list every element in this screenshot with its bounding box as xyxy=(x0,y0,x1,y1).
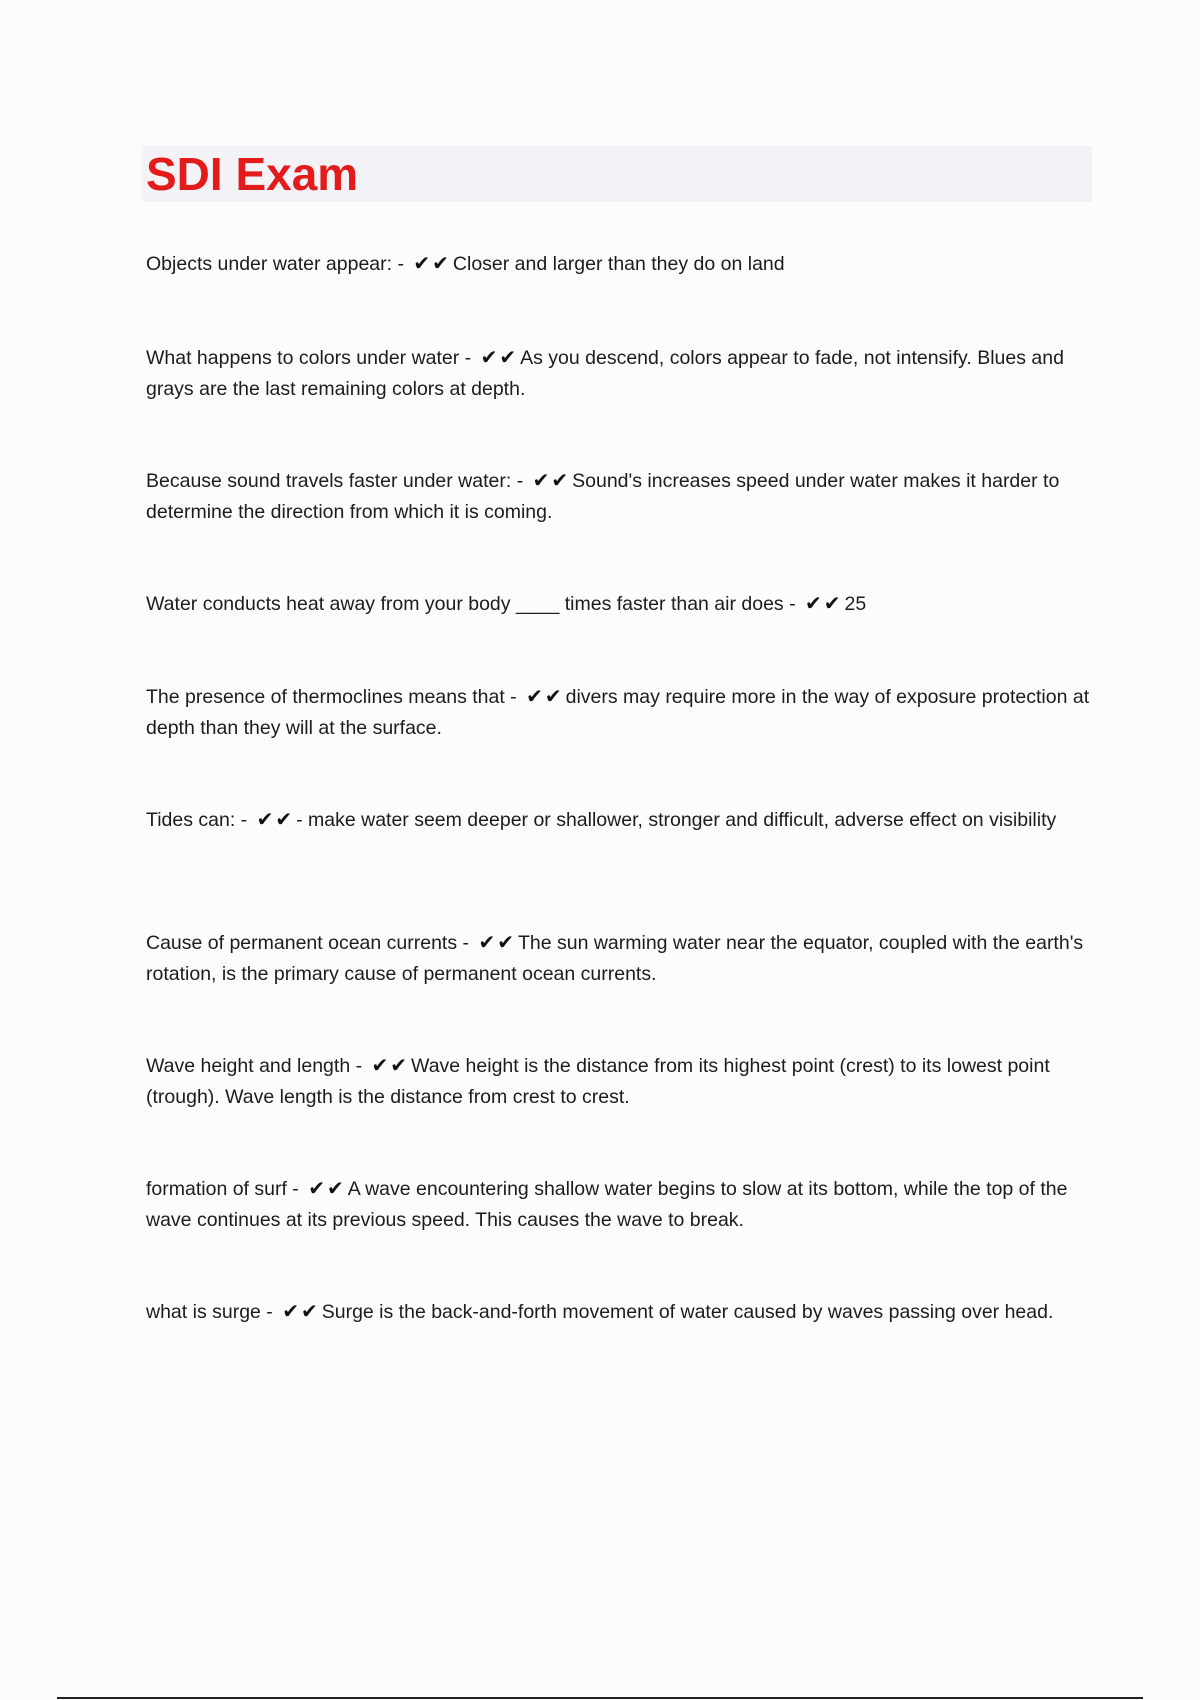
qa-item xyxy=(146,588,866,620)
check-icon: ✔✔ xyxy=(282,1299,320,1323)
qa-item xyxy=(146,681,1096,744)
footer-divider xyxy=(57,1697,1143,1699)
answer-text: 25 xyxy=(844,593,867,615)
question-text: What happens to colors under water - xyxy=(146,347,477,369)
question-text: Because sound travels faster under water: - xyxy=(146,470,529,492)
check-icon: ✔✔ xyxy=(371,1053,410,1077)
question-text: The presence of thermoclines means that - xyxy=(146,686,523,708)
document-title: SDI Exam xyxy=(146,148,359,200)
answer-text: Sound's increases speed under water makes it harder to determine the direction from which it is coming. xyxy=(146,470,1060,523)
qa-item xyxy=(146,1173,1096,1236)
qa-item xyxy=(146,1050,1096,1113)
qa-item xyxy=(146,248,785,280)
answer-text: divers may require more in the way of exposure protection at depth than they will at the surface. xyxy=(146,686,1090,739)
qa-item xyxy=(146,804,1056,836)
question-text: formation of surf - xyxy=(146,1178,305,1200)
qa-item xyxy=(146,465,1096,528)
answer-text: Closer and larger than they do on land xyxy=(452,253,785,275)
answer-text: The sun warming water near the equator, coupled with the earth's rotation, is the primary cause of permanent ocean currents. xyxy=(146,932,1084,985)
answer-text: - make water seem deeper or shallower, stronger and difficult, adverse effect on visibility xyxy=(296,809,1057,831)
check-icon: ✔✔ xyxy=(256,807,295,831)
question-text: what is surge - xyxy=(146,1301,279,1323)
check-icon: ✔✔ xyxy=(413,251,451,275)
question-text: Water conducts heat away from your body ____ times faster than air does - xyxy=(146,593,802,615)
question-text: Cause of permanent ocean currents - xyxy=(146,932,475,954)
check-icon: ✔✔ xyxy=(805,591,843,615)
check-icon: ✔✔ xyxy=(308,1176,346,1200)
check-icon: ✔✔ xyxy=(480,345,519,369)
answer-text: Surge is the back-and-forth movement of water caused by waves passing over head. xyxy=(321,1301,1054,1323)
check-icon: ✔✔ xyxy=(526,684,564,708)
question-text: Tides can: - xyxy=(146,809,253,831)
qa-item xyxy=(146,1296,1053,1328)
answer-text: As you descend, colors appear to fade, not intensify. Blues and grays are the last remaining colors at depth. xyxy=(146,347,1064,400)
question-text: Wave height and length - xyxy=(146,1055,368,1077)
answer-text: Wave height is the distance from its highest point (crest) to its lowest point (trough). Wave length is the distance from crest to crest. xyxy=(146,1055,1050,1108)
question-text: Objects under water appear: - xyxy=(146,253,410,275)
qa-item xyxy=(146,927,1096,990)
check-icon: ✔✔ xyxy=(532,468,571,492)
check-icon: ✔✔ xyxy=(478,930,516,954)
answer-text: A wave encountering shallow water begins to slow at its bottom, while the top of the wave continues at its previous speed. This causes the wave to break. xyxy=(146,1178,1068,1231)
qa-item xyxy=(146,342,1096,405)
